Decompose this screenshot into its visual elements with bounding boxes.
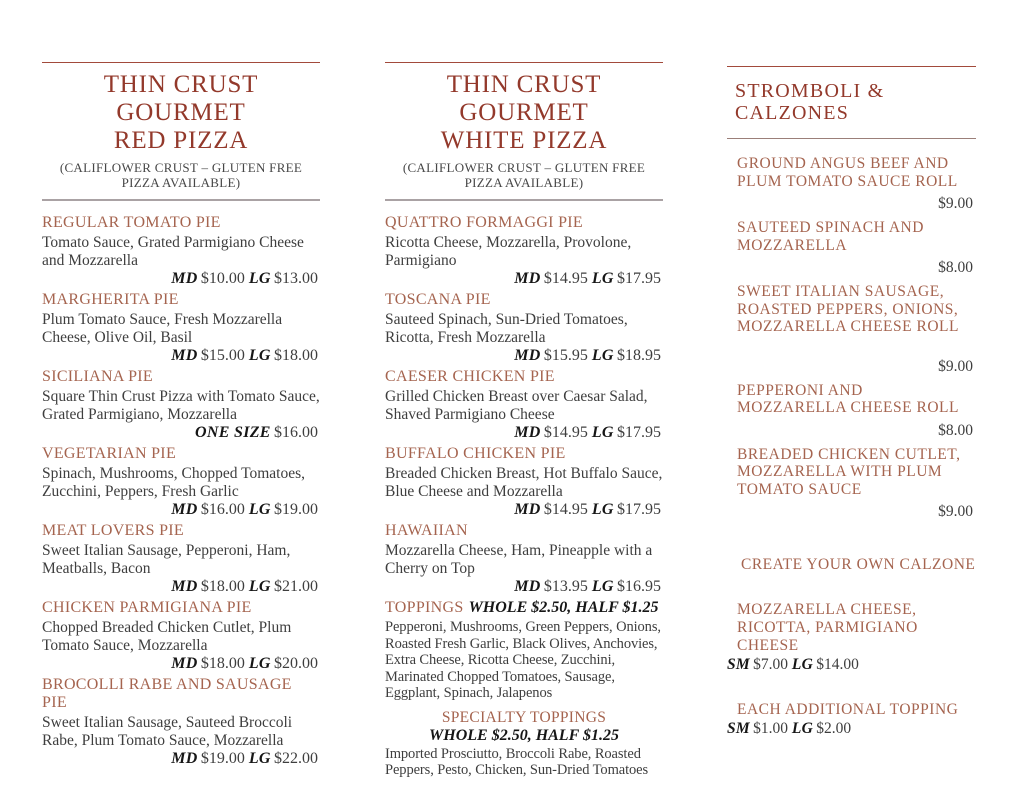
price-size-label: MD <box>171 750 198 767</box>
subtitle-line: (CALIFLOWER CRUST – GLUTEN FREE <box>402 160 646 175</box>
price-amount: $15.00 <box>200 347 245 364</box>
toppings-list: Pepperoni, Mushrooms, Green Peppers, Onions, Roasted Fresh Garlic, Black Olives, Anchovies, Extra Cheese, Ricotta Cheese, Zucchini, Marinated Chopped Tomatoes, Sausage, Eggplant, Spinach, Jalapenos <box>385 619 661 701</box>
menu-item <box>42 368 320 441</box>
price-size-label: ONE SIZE <box>195 424 271 441</box>
title-line: WHITE PIZZA <box>440 127 608 154</box>
menu-item-name: CHICKEN PARMIGIANA PIE <box>42 599 252 616</box>
price-amount: $18.00 <box>200 655 245 672</box>
stromboli-items <box>727 155 976 520</box>
menu-item-description: Grilled Chicken Breast over Caesar Salad, Shaved Parmigiano Cheese <box>385 388 648 423</box>
price-line <box>42 347 320 364</box>
stromboli-item-price: $8.00 <box>938 421 973 439</box>
menu-item-name: MEAT LOVERS PIE <box>42 522 184 539</box>
stromboli-item <box>727 155 976 212</box>
price-line <box>727 720 976 738</box>
stromboli-item-name: GROUND ANGUS BEEF AND PLUM TOMATO SAUCE ROLL <box>737 155 958 190</box>
menu-item <box>42 291 320 364</box>
toppings-heading <box>385 599 663 617</box>
price-size-label: MD <box>514 424 541 441</box>
stromboli-item-price: $9.00 <box>938 503 973 520</box>
price-line <box>42 501 320 518</box>
stromboli-item-price: $9.00 <box>938 357 973 375</box>
menu-item-description: Chopped Breaded Chicken Cutlet, Plum Tomato Sauce, Mozzarella <box>42 619 292 654</box>
menu-item-description: Sweet Italian Sausage, Sauteed Broccoli Rabe, Plum Tomato Sauce, Mozzarella <box>42 714 293 749</box>
menu-item-name: BUFFALO CHICKEN PIE <box>385 445 566 462</box>
red-pizza-items <box>42 214 320 767</box>
specialty-toppings-list: Imported Prosciutto, Broccoli Rabe, Roasted Peppers, Pesto, Chicken, Sun-Dried Tomatoes <box>385 745 649 778</box>
stromboli-item-name: SAUTEED SPINACH AND MOZZARELLA <box>737 219 924 254</box>
menu-item <box>42 599 320 672</box>
subtitle-line: (CALIFLOWER CRUST – GLUTEN FREE <box>59 160 303 175</box>
menu-item-description: Mozzarella Cheese, Ham, Pineapple with a Cherry on Top <box>385 542 653 577</box>
price-line <box>42 578 320 595</box>
price-size-label: MD <box>171 655 198 672</box>
divider <box>385 62 663 63</box>
menu-item-name: MARGHERITA PIE <box>42 291 179 308</box>
price-line <box>385 501 663 518</box>
price-size-label: LG <box>591 424 614 441</box>
price-amount: $14.00 <box>816 656 859 673</box>
price-amount: $16.00 <box>274 424 318 441</box>
price-amount: $19.00 <box>274 501 318 518</box>
menu-item-name: VEGETARIAN PIE <box>42 445 177 462</box>
calzone-entry-name: MOZZARELLA CHEESE, RICOTTA, PARMIGIANO CHEESE <box>737 601 918 654</box>
price-amount: $17.95 <box>617 270 661 287</box>
divider <box>42 199 320 201</box>
price-amount: $14.95 <box>543 501 588 518</box>
red-pizza-subtitle <box>42 160 320 190</box>
menu-item <box>42 445 320 518</box>
title-line: RED PIZZA <box>113 127 249 154</box>
price-amount: $17.95 <box>617 501 661 518</box>
price-size-label: MD <box>514 501 541 518</box>
menu-item-description: Sweet Italian Sausage, Pepperoni, Ham, Meatballs, Bacon <box>42 542 291 577</box>
price-amount: $21.00 <box>274 578 318 595</box>
menu-item-name: QUATTRO FORMAGGI PIE <box>385 214 584 231</box>
price-line <box>385 424 663 441</box>
calzone-entry-name: EACH ADDITIONAL TOPPING <box>737 701 959 718</box>
price-size-label: LG <box>591 578 614 595</box>
menu-item <box>385 445 663 518</box>
price-size-label: MD <box>514 270 541 287</box>
price-size-label: MD <box>514 347 541 364</box>
price-size-label: SM <box>727 720 751 737</box>
menu-item-description: Square Thin Crust Pizza with Tomato Sauce, Grated Parmigiano, Mozzarella <box>42 388 320 423</box>
price-line <box>42 424 320 441</box>
menu-item-description: Plum Tomato Sauce, Fresh Mozzarella Cheese, Olive Oil, Basil <box>42 311 283 346</box>
specialty-toppings-section <box>385 709 663 779</box>
stromboli-item <box>727 219 976 276</box>
price-amount: $16.00 <box>200 501 245 518</box>
price-line <box>385 578 663 595</box>
subtitle-line: PIZZA AVAILABLE) <box>464 175 584 190</box>
specialty-toppings-heading: SPECIALTY TOPPINGS <box>441 708 607 726</box>
column-stromboli-calzones <box>727 0 976 791</box>
price-size-label: MD <box>171 347 198 364</box>
toppings-label: TOPPINGS <box>385 599 464 616</box>
stromboli-item <box>727 446 976 521</box>
menu-item-description: Sauteed Spinach, Sun-Dried Tomatoes, Ricotta, Fresh Mozzarella <box>385 311 628 346</box>
toppings-price-note: WHOLE $2.50, HALF $1.25 <box>468 599 659 616</box>
price-amount: $18.95 <box>617 347 661 364</box>
red-pizza-title <box>42 71 320 155</box>
price-line <box>42 270 320 287</box>
menu-item <box>42 214 320 287</box>
price-amount: $13.95 <box>543 578 588 595</box>
stromboli-item-name: SWEET ITALIAN SAUSAGE, ROASTED PEPPERS, ONIONS, MOZZARELLA CHEESE ROLL <box>737 283 959 335</box>
menu-item <box>385 214 663 287</box>
stromboli-item-price: $9.00 <box>938 195 973 212</box>
calzone-entries <box>727 601 976 738</box>
price-line <box>385 347 663 364</box>
divider <box>727 66 976 67</box>
price-size-label: LG <box>248 501 271 518</box>
menu-item-name: REGULAR TOMATO PIE <box>42 214 221 231</box>
price-amount: $10.00 <box>200 270 245 287</box>
white-pizza-subtitle <box>385 160 663 190</box>
menu-item-name: SICILIANA PIE <box>42 368 154 385</box>
menu-item-description: Tomato Sauce, Grated Parmigiano Cheese and Mozzarella <box>42 234 304 269</box>
menu-item-description: Spinach, Mushrooms, Chopped Tomatoes, Zucchini, Peppers, Fresh Garlic <box>42 465 305 500</box>
price-amount: $7.00 <box>753 656 788 673</box>
price-amount: $1.00 <box>753 720 788 737</box>
price-amount: $18.00 <box>274 347 318 364</box>
menu-item <box>42 676 320 767</box>
white-pizza-title <box>385 71 663 155</box>
stromboli-item <box>727 283 976 375</box>
price-size-label: LG <box>591 501 614 518</box>
menu-item-name: CAESER CHICKEN PIE <box>385 368 555 385</box>
title-line: THIN CRUST GOURMET <box>103 71 259 126</box>
price-size-label: MD <box>171 578 198 595</box>
price-line <box>42 655 320 672</box>
menu-item <box>385 291 663 364</box>
menu-item <box>385 522 663 595</box>
price-size-label: MD <box>171 270 198 287</box>
toppings-section <box>385 599 663 702</box>
stromboli-item <box>727 382 976 439</box>
price-size-label: LG <box>248 270 271 287</box>
price-amount: $14.95 <box>543 270 588 287</box>
divider <box>42 62 320 63</box>
price-amount: $14.95 <box>543 424 588 441</box>
menu-item-name: BROCOLLI RABE AND SAUSAGE PIE <box>42 676 292 711</box>
price-size-label: LG <box>248 655 271 672</box>
price-amount: $13.00 <box>274 270 318 287</box>
price-size-label: LG <box>591 270 614 287</box>
price-size-label: LG <box>791 656 814 673</box>
column-white-pizza <box>385 0 663 791</box>
menu-item-name: HAWAIIAN <box>385 522 468 539</box>
price-amount: $2.00 <box>816 720 852 737</box>
menu-item-description: Ricotta Cheese, Mozzarella, Provolone, Parmigiano <box>385 234 632 269</box>
price-size-label: MD <box>514 578 541 595</box>
price-size-label: LG <box>248 347 271 364</box>
stromboli-item-price: $8.00 <box>938 259 973 276</box>
calzone-entry <box>727 701 976 738</box>
menu-item-name: TOSCANA PIE <box>385 291 491 308</box>
price-size-label: LG <box>791 720 814 737</box>
price-amount: $20.00 <box>274 655 318 672</box>
price-size-label: LG <box>248 750 271 767</box>
divider <box>385 199 663 201</box>
subtitle-line: PIZZA AVAILABLE) <box>121 175 241 190</box>
price-line <box>42 750 320 767</box>
create-your-own-calzone-heading: CREATE YOUR OWN CALZONE <box>741 556 976 573</box>
calzone-entry <box>727 601 976 674</box>
price-size-label: MD <box>171 501 198 518</box>
column-red-pizza <box>42 0 320 791</box>
price-amount: $16.95 <box>617 578 661 595</box>
divider <box>727 138 976 139</box>
price-amount: $17.95 <box>617 424 661 441</box>
specialty-toppings-price-note: WHOLE $2.50, HALF $1.25 <box>429 726 619 744</box>
price-size-label: SM <box>727 656 751 673</box>
stromboli-item-name: PEPPERONI AND MOZZARELLA CHEESE ROLL <box>737 381 959 416</box>
price-size-label: LG <box>591 347 614 364</box>
price-line <box>727 656 976 674</box>
price-amount: $22.00 <box>274 750 318 767</box>
menu-item <box>385 368 663 441</box>
title-line: THIN CRUST GOURMET <box>446 71 602 126</box>
price-size-label: LG <box>248 578 271 595</box>
stromboli-item-name: BREADED CHICKEN CUTLET, MOZZARELLA WITH PLUM TOMATO SAUCE <box>737 445 961 498</box>
white-pizza-items <box>385 214 663 595</box>
price-line <box>385 270 663 287</box>
price-amount: $18.00 <box>200 578 245 595</box>
price-amount: $15.95 <box>543 347 588 364</box>
price-amount: $19.00 <box>200 750 245 767</box>
menu-item <box>42 522 320 595</box>
stromboli-title: STROMBOLI & CALZONES <box>735 80 885 124</box>
menu-item-description: Breaded Chicken Breast, Hot Buffalo Sauce, Blue Cheese and Mozzarella <box>385 465 663 500</box>
